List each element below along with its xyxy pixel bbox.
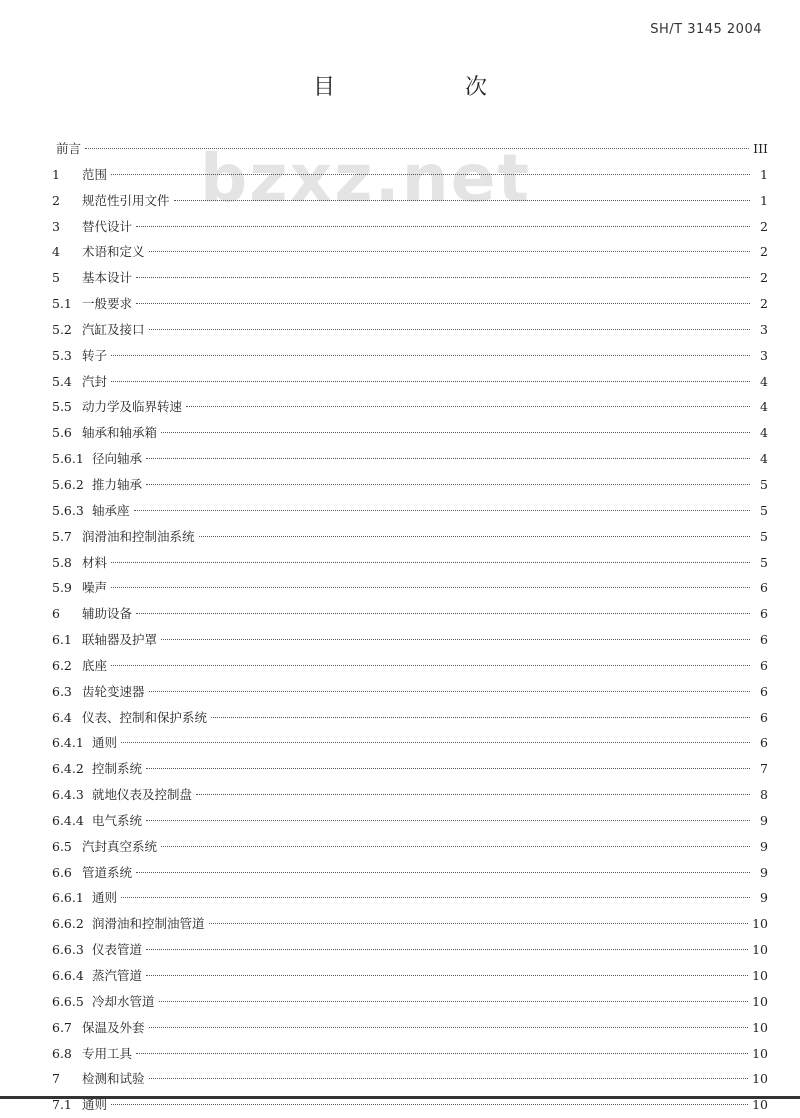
toc-entry[interactable] xyxy=(52,343,768,369)
toc-entry-title: 底座 xyxy=(82,657,108,673)
toc-entry[interactable] xyxy=(52,317,768,343)
toc-entry-page: 2 xyxy=(760,218,768,234)
toc-entry-page: 9 xyxy=(760,864,768,880)
toc-entry-title: 汽缸及接口 xyxy=(82,321,145,337)
toc-entry[interactable] xyxy=(52,756,768,782)
toc-entry-page: 6 xyxy=(760,632,768,648)
toc-entry-page: 3 xyxy=(760,321,768,337)
toc-entry-number: 6.1 xyxy=(52,632,72,648)
toc-dot-leader xyxy=(186,406,750,407)
toc-dot-leader xyxy=(111,562,750,563)
toc-entry-number: 5.6.3 xyxy=(52,502,84,518)
toc-entry-number: 5.5 xyxy=(52,399,72,415)
toc-entry[interactable] xyxy=(52,265,768,291)
toc-dot-leader xyxy=(149,1078,749,1079)
table-of-contents xyxy=(52,136,768,1118)
toc-entry-page: 9 xyxy=(760,812,768,828)
toc-entry-number: 6.2 xyxy=(52,657,72,673)
toc-dot-leader xyxy=(111,355,750,356)
toc-dot-leader xyxy=(136,226,750,227)
toc-dot-leader xyxy=(136,277,750,278)
toc-entry-page: 5 xyxy=(760,502,768,518)
toc-entry-number: 5.4 xyxy=(52,373,72,389)
toc-entry[interactable] xyxy=(52,1066,768,1092)
toc-entry-title: 保温及外套 xyxy=(82,1019,145,1035)
toc-entry-page: 6 xyxy=(760,735,768,751)
toc-entry-number: 6.4.2 xyxy=(52,761,84,777)
toc-dot-leader xyxy=(149,1027,749,1028)
toc-entry-title: 前言 xyxy=(56,141,82,156)
toc-entry[interactable] xyxy=(52,653,768,679)
toc-entry-number: 6.5 xyxy=(52,838,72,854)
toc-entry[interactable] xyxy=(52,808,768,834)
toc-entry-number: 6.8 xyxy=(52,1045,72,1061)
toc-entry-page: 10 xyxy=(752,942,768,958)
toc-entry-number: 6.7 xyxy=(52,1019,72,1035)
toc-entry[interactable] xyxy=(52,911,768,937)
toc-entry-number: 6.6.3 xyxy=(52,942,84,958)
toc-entry-title: 仪表、控制和保护系统 xyxy=(82,709,208,725)
toc-entry-title: 通则 xyxy=(92,735,118,751)
toc-entry[interactable] xyxy=(52,1015,768,1041)
toc-entry-page: 4 xyxy=(760,451,768,467)
toc-entry-page: 3 xyxy=(760,347,768,363)
toc-entry-number: 5.2 xyxy=(52,321,72,337)
toc-entry-title: 动力学及临界转速 xyxy=(82,399,183,415)
toc-entry[interactable] xyxy=(52,627,768,653)
toc-entry-number: 6.3 xyxy=(52,683,72,699)
toc-entry-page: 10 xyxy=(752,1019,768,1035)
toc-entry[interactable] xyxy=(52,214,768,240)
toc-entry[interactable] xyxy=(52,369,768,395)
toc-entry[interactable] xyxy=(52,550,768,576)
toc-entry-page: 2 xyxy=(760,244,768,260)
toc-entry[interactable] xyxy=(52,1041,768,1067)
toc-entry-number: 6.6.1 xyxy=(52,890,84,906)
toc-entry-title: 仪表管道 xyxy=(92,942,143,958)
toc-entry-page: 10 xyxy=(752,1045,768,1061)
toc-entry-page: 6 xyxy=(760,606,768,622)
toc-entry-page: 10 xyxy=(752,916,768,932)
toc-entry-title: 范围 xyxy=(82,166,108,182)
toc-entry-number: 5.6.1 xyxy=(52,451,84,467)
toc-entry-page: 5 xyxy=(760,528,768,544)
toc-entry-page: 7 xyxy=(760,761,768,777)
toc-entry-number: 6.4 xyxy=(52,709,72,725)
toc-dot-leader xyxy=(149,251,750,252)
toc-entry-title: 齿轮变速器 xyxy=(82,683,145,699)
toc-dot-leader xyxy=(199,536,750,537)
toc-entry-title: 润滑油和控制油系统 xyxy=(82,528,195,544)
toc-dot-leader xyxy=(149,691,750,692)
toc-entry[interactable] xyxy=(52,937,768,963)
toc-entry[interactable] xyxy=(52,188,768,214)
toc-entry[interactable] xyxy=(52,575,768,601)
toc-entry-number: 5 xyxy=(52,270,60,286)
toc-entry-title: 通则 xyxy=(92,890,118,906)
watermark: bzxz.net xyxy=(200,140,532,217)
toc-entry-number: 6.6.5 xyxy=(52,993,84,1009)
toc-entry[interactable] xyxy=(52,730,768,756)
toc-dot-leader xyxy=(121,742,750,743)
toc-entry-title: 噪声 xyxy=(82,580,108,596)
toc-entry[interactable] xyxy=(52,136,768,162)
toc-entry-number: 7 xyxy=(52,1071,60,1087)
toc-dot-leader xyxy=(161,639,750,640)
toc-entry-number: 6.4.3 xyxy=(52,787,84,803)
toc-dot-leader xyxy=(159,1001,749,1002)
toc-entry[interactable] xyxy=(52,446,768,472)
toc-entry[interactable] xyxy=(52,782,768,808)
toc-entry[interactable] xyxy=(52,239,768,265)
toc-entry[interactable] xyxy=(52,963,768,989)
toc-dot-leader xyxy=(146,768,750,769)
toc-dot-leader xyxy=(136,303,750,304)
toc-dot-leader xyxy=(146,820,750,821)
toc-entry-number: 1 xyxy=(52,166,60,182)
toc-entry[interactable] xyxy=(52,860,768,886)
toc-entry-number: 6.6.4 xyxy=(52,968,84,983)
toc-entry-title: 检测和试验 xyxy=(82,1071,145,1087)
toc-entry[interactable] xyxy=(52,705,768,731)
toc-entry-number: 4 xyxy=(52,244,60,260)
toc-entry-page: 8 xyxy=(760,787,768,803)
toc-entry[interactable] xyxy=(52,162,768,188)
toc-dot-leader xyxy=(146,949,748,950)
toc-entry-number: 6.4.1 xyxy=(52,735,84,751)
toc-entry[interactable] xyxy=(52,472,768,498)
toc-entry-page: 10 xyxy=(752,993,768,1009)
toc-entry-title: 转子 xyxy=(82,347,108,363)
toc-entry-page: 6 xyxy=(760,709,768,725)
toc-dot-leader xyxy=(85,148,749,149)
toc-dot-leader xyxy=(146,458,750,459)
toc-entry-title: 联轴器及护罩 xyxy=(82,632,158,648)
toc-dot-leader xyxy=(209,923,749,924)
toc-entry-title: 规范性引用文件 xyxy=(82,192,170,208)
toc-entry-title: 就地仪表及控制盘 xyxy=(92,787,193,803)
toc-dot-leader xyxy=(149,329,750,330)
toc-entry-title: 术语和定义 xyxy=(82,244,145,260)
toc-entry-page: 4 xyxy=(760,399,768,415)
toc-entry-page: 6 xyxy=(760,683,768,699)
toc-entry-number: 3 xyxy=(52,218,60,234)
toc-entry[interactable] xyxy=(52,989,768,1015)
toc-dot-leader xyxy=(136,613,750,614)
toc-entry-page: 2 xyxy=(760,270,768,286)
toc-entry-number: 5.9 xyxy=(52,580,72,596)
toc-entry-page: 4 xyxy=(760,373,768,389)
toc-dot-leader xyxy=(161,432,750,433)
toc-entry[interactable] xyxy=(52,1092,768,1118)
toc-entry[interactable] xyxy=(52,498,768,524)
toc-entry-title: 轴承和轴承箱 xyxy=(82,425,158,441)
toc-entry-title: 基本设计 xyxy=(82,270,133,286)
toc-entry-number: 5.6.2 xyxy=(52,476,84,492)
toc-dot-leader xyxy=(196,794,750,795)
toc-entry-title: 冷却水管道 xyxy=(92,993,155,1009)
toc-dot-leader xyxy=(161,846,750,847)
toc-entry-page: 9 xyxy=(760,838,768,854)
toc-entry-number: 5.8 xyxy=(52,554,72,570)
toc-entry-number: 6.6 xyxy=(52,864,72,880)
toc-entry[interactable] xyxy=(52,679,768,705)
toc-entry[interactable] xyxy=(52,601,768,627)
toc-entry-number: 6.6.2 xyxy=(52,916,84,932)
toc-entry-page: 2 xyxy=(760,296,768,312)
toc-entry-page: 5 xyxy=(760,554,768,570)
toc-entry-title: 一般要求 xyxy=(82,296,133,312)
toc-entry-page: 10 xyxy=(752,968,768,983)
toc-entry-title: 汽封真空系统 xyxy=(82,838,158,854)
toc-entry-page: 1 xyxy=(760,166,768,182)
toc-entry-title: 径向轴承 xyxy=(92,451,143,467)
toc-dot-leader xyxy=(111,587,750,588)
toc-entry[interactable] xyxy=(52,394,768,420)
toc-entry-title: 专用工具 xyxy=(82,1045,133,1061)
toc-entry[interactable] xyxy=(52,524,768,550)
toc-entry-title: 轴承座 xyxy=(92,502,130,518)
toc-entry-title: 材料 xyxy=(82,554,108,570)
toc-entry-number: 5.3 xyxy=(52,347,72,363)
toc-entry[interactable] xyxy=(52,834,768,860)
toc-entry-page: 6 xyxy=(760,657,768,673)
toc-entry-title: 控制系统 xyxy=(92,761,143,777)
toc-entry-page: III xyxy=(753,141,768,156)
standard-code: SH/T 3145 2004 xyxy=(650,22,762,37)
toc-dot-leader xyxy=(146,975,748,976)
toc-entry-number: 2 xyxy=(52,192,60,208)
toc-dot-leader xyxy=(134,510,750,511)
toc-dot-leader xyxy=(146,484,750,485)
toc-entry-number: 5.7 xyxy=(52,528,72,544)
toc-entry[interactable] xyxy=(52,885,768,911)
toc-entry-page: 10 xyxy=(752,1097,768,1113)
toc-entry[interactable] xyxy=(52,291,768,317)
toc-dot-leader xyxy=(136,1053,748,1054)
title-char-left: 目 xyxy=(312,75,335,100)
title-char-right: 次 xyxy=(465,75,488,100)
toc-dot-leader xyxy=(211,717,750,718)
toc-entry[interactable] xyxy=(52,420,768,446)
toc-entry-page: 1 xyxy=(760,192,768,208)
toc-entry-page: 5 xyxy=(760,476,768,492)
toc-entry-number: 5.1 xyxy=(52,296,72,312)
toc-entry-number: 5.6 xyxy=(52,425,72,441)
toc-entry-title: 通则 xyxy=(82,1097,108,1113)
toc-entry-title: 汽封 xyxy=(82,373,108,389)
toc-entry-number: 6 xyxy=(52,606,60,622)
toc-dot-leader xyxy=(111,174,750,175)
toc-entry-page: 9 xyxy=(760,890,768,906)
toc-dot-leader xyxy=(111,665,750,666)
toc-entry-number: 6.4.4 xyxy=(52,812,84,828)
toc-dot-leader xyxy=(111,1104,748,1105)
toc-entry-title: 辅助设备 xyxy=(82,606,133,622)
toc-dot-leader xyxy=(136,872,750,873)
toc-entry-page: 10 xyxy=(752,1071,768,1087)
toc-dot-leader xyxy=(111,381,750,382)
toc-entry-title: 蒸汽管道 xyxy=(92,968,143,983)
toc-entry-title: 电气系统 xyxy=(92,812,143,828)
toc-entry-title: 替代设计 xyxy=(82,218,133,234)
toc-entry-title: 管道系统 xyxy=(82,864,133,880)
toc-entry-title: 推力轴承 xyxy=(92,476,143,492)
toc-entry-title: 润滑油和控制油管道 xyxy=(92,916,205,932)
toc-entry-number: 7.1 xyxy=(52,1097,72,1113)
toc-dot-leader xyxy=(121,897,750,898)
toc-entry-page: 6 xyxy=(760,580,768,596)
toc-entry-page: 4 xyxy=(760,425,768,441)
toc-dot-leader xyxy=(174,200,750,201)
page-title xyxy=(0,70,800,101)
